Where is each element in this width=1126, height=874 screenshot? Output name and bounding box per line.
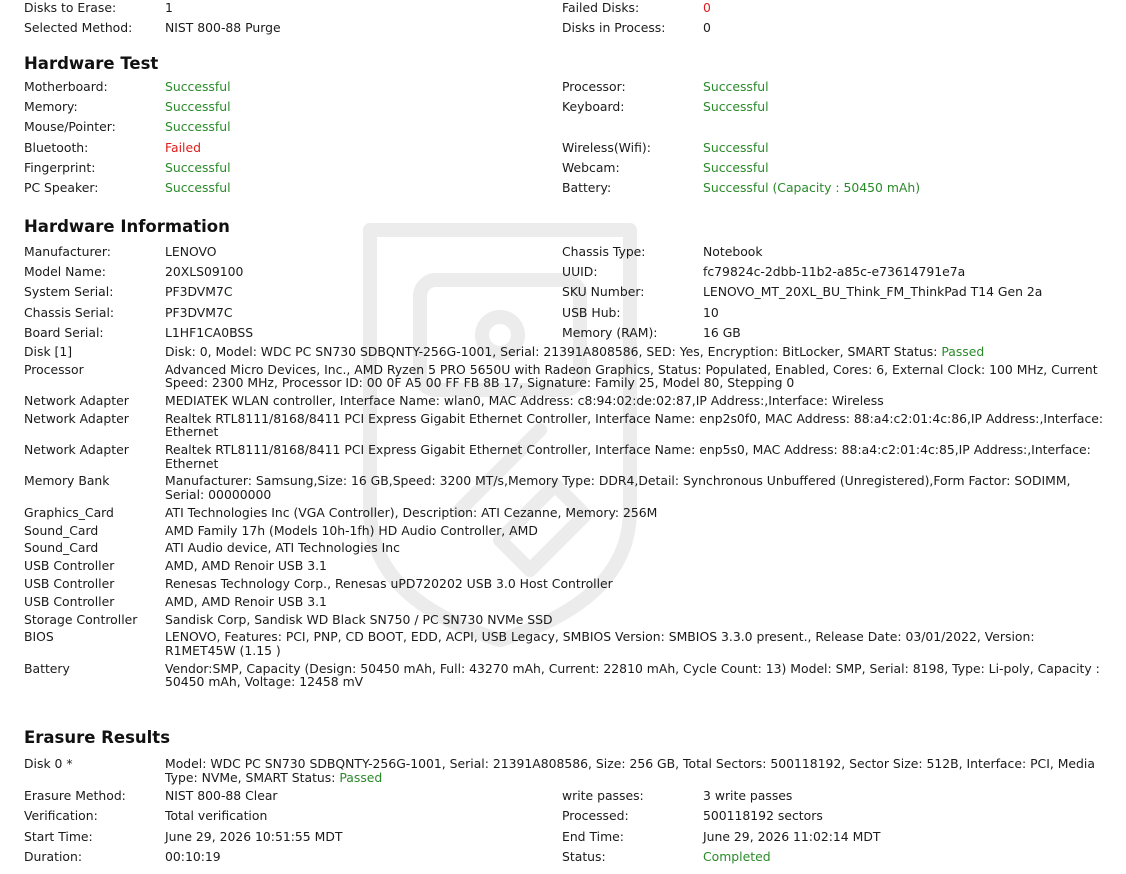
field-label: Disks in Process: xyxy=(562,20,666,36)
test-row xyxy=(24,99,1109,119)
field-value: AMD, AMD Renoir USB 3.1 xyxy=(165,558,327,574)
field-label: Chassis Serial: xyxy=(24,304,115,320)
field-value: Manufacturer: Samsung,Size: 16 GB,Speed: 3200 MT/s,Memory Type: DDR4,Detail: Synchronous Unbuffered (Unregistered),Form Factor: SODIMM, Serial: 00000000 xyxy=(165,473,1071,502)
field-value: PF3DVM7C xyxy=(165,304,233,320)
field-value: 500118192 sectors xyxy=(703,808,823,824)
field-value: 00:10:19 xyxy=(165,848,221,864)
field-label: Processor: xyxy=(562,79,626,94)
section-heading: Erasure Results xyxy=(24,728,171,747)
field-value: Completed xyxy=(703,848,771,864)
field-value: June 29, 2026 11:02:14 MDT xyxy=(703,828,881,844)
field-value: Vendor:SMP, Capacity (Design: 50450 mAh, Full: 43270 mAh, Current: 22810 mAh, Cycle Count: 13) Model: SMP, Serial: 8198, Type: Li-poly, Capacity : 50450 mAh, Voltage: 12458 mV xyxy=(165,660,1100,690)
graphics-card-row xyxy=(24,506,1109,520)
field-label: Selected Method: xyxy=(24,20,133,36)
field-value: Total verification xyxy=(165,808,268,824)
field-label: BIOS xyxy=(24,629,54,645)
field-value: Successful xyxy=(165,99,231,115)
field-label: Failed Disks: xyxy=(562,0,640,15)
field-label: Battery: xyxy=(562,179,612,195)
summary-row xyxy=(24,20,1109,40)
field-label: USB Controller xyxy=(24,575,115,591)
field-label: SKU Number: xyxy=(562,284,645,300)
field-value: Realtek RTL8111/8168/8411 PCI Express Gigabit Ethernet Controller, Interface Name: enp5s0, MAC Address: 88:a4:c2:01:4c:85,IP Address:,Interface: Ethernet xyxy=(165,442,1091,471)
field-value: Successful (Capacity : 50450 mAh) xyxy=(703,179,921,195)
smart-status: Passed xyxy=(941,343,985,359)
field-label: Chassis Type: xyxy=(562,244,646,259)
field-value xyxy=(165,757,1109,784)
field-label: Memory (RAM): xyxy=(562,324,658,340)
field-value: 16 GB xyxy=(703,324,741,340)
field-label: Manufacturer: xyxy=(24,244,111,259)
field-label: UUID: xyxy=(562,264,598,280)
field-label: Memory: xyxy=(24,99,78,115)
field-value xyxy=(165,345,1109,359)
field-label: Start Time: xyxy=(24,828,93,844)
bios-row xyxy=(24,630,1109,657)
field-label: Sound_Card xyxy=(24,522,99,538)
field-label: PC Speaker: xyxy=(24,179,99,195)
test-row xyxy=(24,180,1109,200)
info-row xyxy=(24,264,1109,284)
info-row xyxy=(24,244,1109,264)
field-value: Notebook xyxy=(703,244,763,259)
test-row xyxy=(24,140,1109,160)
field-value: fc79824c-2dbb-11b2-a85c-e73614791e7a xyxy=(703,264,966,280)
field-label: Graphics_Card xyxy=(24,504,114,520)
summary-row xyxy=(24,0,1109,20)
field-label: Duration: xyxy=(24,848,82,864)
erasure-row xyxy=(24,808,1109,828)
field-value: NIST 800-88 Purge xyxy=(165,20,281,36)
field-value: 20XLS09100 xyxy=(165,264,244,280)
field-value: 10 xyxy=(703,304,719,320)
field-label: Network Adapter xyxy=(24,393,129,409)
disk-info-row xyxy=(24,345,1109,359)
field-label: Status: xyxy=(562,848,606,864)
field-label: Motherboard: xyxy=(24,79,108,94)
info-row xyxy=(24,284,1109,304)
field-value: ATI Technologies Inc (VGA Controller), Description: ATI Cezanne, Memory: 256M xyxy=(165,504,658,520)
section-heading: Hardware Information xyxy=(24,217,230,236)
field-label: System Serial: xyxy=(24,284,114,300)
field-label: Board Serial: xyxy=(24,324,104,340)
hardware-test-section xyxy=(24,52,1109,200)
field-value: Failed xyxy=(165,139,201,155)
field-value: Successful xyxy=(703,159,769,175)
field-label: write passes: xyxy=(562,788,644,804)
network-adapter-row xyxy=(24,394,1109,408)
field-label: Battery xyxy=(24,660,70,676)
field-label: Wireless(Wifi): xyxy=(562,139,651,155)
erasure-results-section xyxy=(24,726,1109,869)
network-adapter-row xyxy=(24,443,1109,470)
field-label: End Time: xyxy=(562,828,624,844)
info-row xyxy=(24,305,1109,325)
smart-status: Passed xyxy=(339,769,383,785)
memory-bank-row xyxy=(24,474,1109,501)
erasure-row xyxy=(24,829,1109,849)
battery-row xyxy=(24,662,1109,689)
field-value: LENOVO_MT_20XL_BU_Think_FM_ThinkPad T14 Gen 2a xyxy=(703,284,1043,300)
field-label: Webcam: xyxy=(562,159,620,175)
test-row xyxy=(24,119,1109,139)
field-value: Successful xyxy=(165,79,231,94)
field-label: Network Adapter xyxy=(24,410,129,426)
field-value: Renesas Technology Corp., Renesas uPD720202 USB 3.0 Host Controller xyxy=(165,575,613,591)
processor-info-row xyxy=(24,363,1109,390)
disk-details: Model: WDC PC SN730 SDBQNTY-256G-1001, Serial: 21391A808586, Size: 256 GB, Total Sectors: 500118192, Sector Size: 512B, Interface: PCI, Media Type: NVMe, SMART Status: xyxy=(165,756,1095,785)
usb-controller-row xyxy=(24,595,1109,609)
field-label: USB Controller xyxy=(24,558,115,574)
field-label: Processed: xyxy=(562,808,629,824)
hardware-info-section xyxy=(24,215,1109,693)
field-label: USB Hub: xyxy=(562,304,621,320)
field-value: NIST 800-88 Clear xyxy=(165,788,278,804)
field-label: Mouse/Pointer: xyxy=(24,119,116,135)
field-value: Successful xyxy=(703,99,769,115)
erasure-row xyxy=(24,849,1109,869)
field-label: Keyboard: xyxy=(562,99,625,115)
field-value: ATI Audio device, ATI Technologies Inc xyxy=(165,540,400,556)
field-value: Successful xyxy=(165,159,231,175)
field-label: Disk [1] xyxy=(24,343,73,359)
field-label: Fingerprint: xyxy=(24,159,96,175)
erased-disk-row xyxy=(24,757,1109,784)
field-value: LENOVO xyxy=(165,244,217,259)
field-value: AMD Family 17h (Models 10h-1fh) HD Audio Controller, AMD xyxy=(165,522,538,538)
disk-details: Disk: 0, Model: WDC PC SN730 SDBQNTY-256G-1001, Serial: 21391A808586, SED: Yes, Encryption: BitLocker, SMART Status: xyxy=(165,343,942,359)
field-value: AMD, AMD Renoir USB 3.1 xyxy=(165,593,327,609)
field-value: 1 xyxy=(165,0,173,15)
field-value: MEDIATEK WLAN controller, Interface Name: wlan0, MAC Address: c8:94:02:de:02:87,IP Address:,Interface: Wireless xyxy=(165,393,884,409)
network-adapter-row xyxy=(24,412,1109,439)
field-label: Sound_Card xyxy=(24,540,99,556)
field-value: PF3DVM7C xyxy=(165,284,233,300)
summary-section xyxy=(24,0,1109,40)
field-label: USB Controller xyxy=(24,593,115,609)
usb-controller-row xyxy=(24,559,1109,573)
storage-controller-row xyxy=(24,613,1109,627)
erasure-row xyxy=(24,788,1109,808)
field-label: Verification: xyxy=(24,808,98,824)
field-label: Erasure Method: xyxy=(24,788,126,804)
field-label: Storage Controller xyxy=(24,611,138,627)
field-value: Realtek RTL8111/8168/8411 PCI Express Gigabit Ethernet Controller, Interface Name: enp2s0f0, MAC Address: 88:a4:c2:01:4c:86,IP Address:,Interface: Ethernet xyxy=(165,410,1104,440)
test-row xyxy=(24,79,1109,99)
field-label: Memory Bank xyxy=(24,473,110,489)
field-label: Processor xyxy=(24,361,84,377)
sound-card-row xyxy=(24,541,1109,555)
field-value: 3 write passes xyxy=(703,788,793,804)
field-value: L1HF1CA0BSS xyxy=(165,324,254,340)
usb-controller-row xyxy=(24,577,1109,591)
field-value: Successful xyxy=(703,79,769,94)
field-label: Disks to Erase: xyxy=(24,0,117,15)
field-value: 0 xyxy=(703,0,711,15)
field-value: Successful xyxy=(703,139,769,155)
field-label: Disk 0 * xyxy=(24,756,73,771)
field-value: LENOVO, Features: PCI, PNP, CD BOOT, EDD, ACPI, USB Legacy, SMBIOS Version: SMBIOS 3.3.0 present., Release Date: 03/01/2022, Version: R1MET45W (1.15 ) xyxy=(165,629,1035,658)
field-label: Bluetooth: xyxy=(24,139,89,155)
field-value: Successful xyxy=(165,179,231,195)
field-label: Model Name: xyxy=(24,264,106,280)
section-heading: Hardware Test xyxy=(24,54,159,73)
field-value: Sandisk Corp, Sandisk WD Black SN750 / PC SN730 NVMe SSD xyxy=(165,611,553,627)
sound-card-row xyxy=(24,524,1109,538)
field-value: June 29, 2026 10:51:55 MDT xyxy=(165,828,343,844)
test-row xyxy=(24,160,1109,180)
field-value: Advanced Micro Devices, Inc., AMD Ryzen 5 PRO 5650U with Radeon Graphics, Status: Populated, Enabled, Cores: 6, External Clock: 100 MHz, Current Speed: 2300 MHz, Processor ID: 00 0F A5 00 FF FB 8B 17, Signature: Family 25, Model 80, Stepping 0 xyxy=(165,361,1098,391)
field-label: Network Adapter xyxy=(24,442,129,458)
info-row xyxy=(24,325,1109,345)
field-value: Successful xyxy=(165,119,231,135)
field-value: 0 xyxy=(703,20,711,36)
